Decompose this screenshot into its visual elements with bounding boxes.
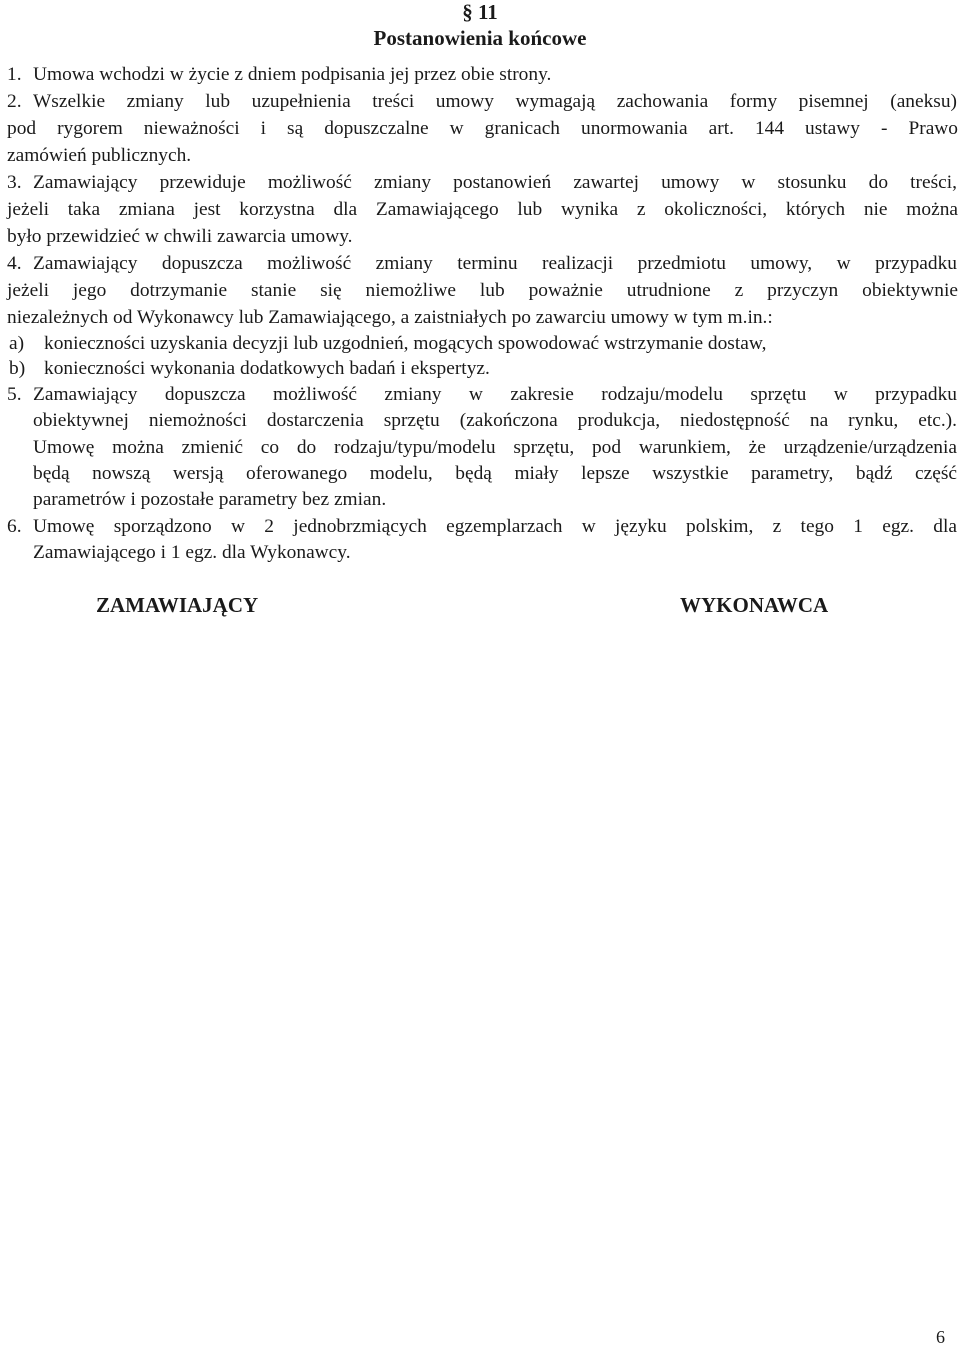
- item-2-number: 2.: [7, 91, 22, 112]
- section-number: § 11: [462, 0, 498, 24]
- item-6-number: 6.: [7, 516, 22, 537]
- item-6-line-1: Umowę sporządzono w 2 jednobrzmiących egzemplarzach w języku polskim, z tego 1 egz. dla: [33, 516, 957, 537]
- item-5-line-5: parametrów i pozostałe parametry bez zmian.: [33, 489, 387, 510]
- item-4-sub-a-label: a): [9, 333, 25, 354]
- item-1-number: 1.: [7, 64, 22, 85]
- item-2-line-1: Wszelkie zmiany lub uzupełnienia treści umowy wymagają zachowania formy pisemnej (aneksu): [33, 91, 957, 112]
- item-4-sub-b-text: konieczności wykonania dodatkowych badań i ekspertyz.: [44, 358, 490, 379]
- signature-wykonawca: WYKONAWCA: [680, 593, 829, 617]
- item-6-line-2: Zamawiającego i 1 egz. dla Wykonawcy.: [33, 542, 351, 563]
- item-4-sub-a-text: konieczności uzyskania decyzji lub uzgodnień, mogących spowodować wstrzymanie dostaw,: [44, 333, 767, 354]
- item-3-line-3: było przewidzieć w chwili zawarcia umowy.: [7, 226, 353, 247]
- item-2-line-3: zamówień publicznych.: [7, 145, 192, 166]
- item-5-line-4: będą nowszą wersją oferowanego modelu, będą miały lepsze wszystkie parametry, bądź część: [33, 463, 957, 484]
- item-4-number: 4.: [7, 253, 22, 274]
- item-4-sub-b-label: b): [9, 358, 26, 379]
- item-4-line-2: jeżeli jego dotrzymanie stanie się niemożliwe lub poważnie utrudnione z przyczyn obiektywnie: [7, 280, 958, 301]
- item-4-line-3: niezależnych od Wykonawcy lub Zamawiającego, a zaistniałych po zawarciu umowy w tym m.in.:: [7, 307, 773, 328]
- signature-zamawiajacy: ZAMAWIAJĄCY: [96, 593, 259, 617]
- item-5-line-2: obiektywnej niemożności dostarczenia sprzętu (zakończona produkcja, niedostępność na rynku, etc.).: [33, 410, 957, 431]
- item-5-line-1: Zamawiający dopuszcza możliwość zmiany w zakresie rodzaju/modelu sprzętu w przypadku: [33, 384, 957, 405]
- item-5-line-3: Umowę można zmienić co do rodzaju/typu/modelu sprzętu, pod warunkiem, że urządzenie/urządzenia: [33, 437, 957, 458]
- item-3-number: 3.: [7, 172, 22, 193]
- section-title: Postanowienia końcowe: [373, 26, 587, 50]
- item-1-text: Umowa wchodzi w życie z dniem podpisania jej przez obie strony.: [33, 64, 552, 85]
- item-4-line-1: Zamawiający dopuszcza możliwość zmiany terminu realizacji przedmiotu umowy, w przypadku: [33, 253, 957, 274]
- item-3-line-2: jeżeli taka zmiana jest korzystna dla Zamawiającego lub wynika z okoliczności, których nie można: [7, 199, 958, 220]
- page-number: 6: [936, 1327, 945, 1347]
- item-3-line-1: Zamawiający przewiduje możliwość zmiany postanowień zawartej umowy w stosunku do treści,: [33, 172, 957, 193]
- item-2-line-2: pod rygorem nieważności i są dopuszczalne w granicach unormowania art. 144 ustawy - Prawo: [7, 118, 958, 139]
- item-5-number: 5.: [7, 384, 22, 405]
